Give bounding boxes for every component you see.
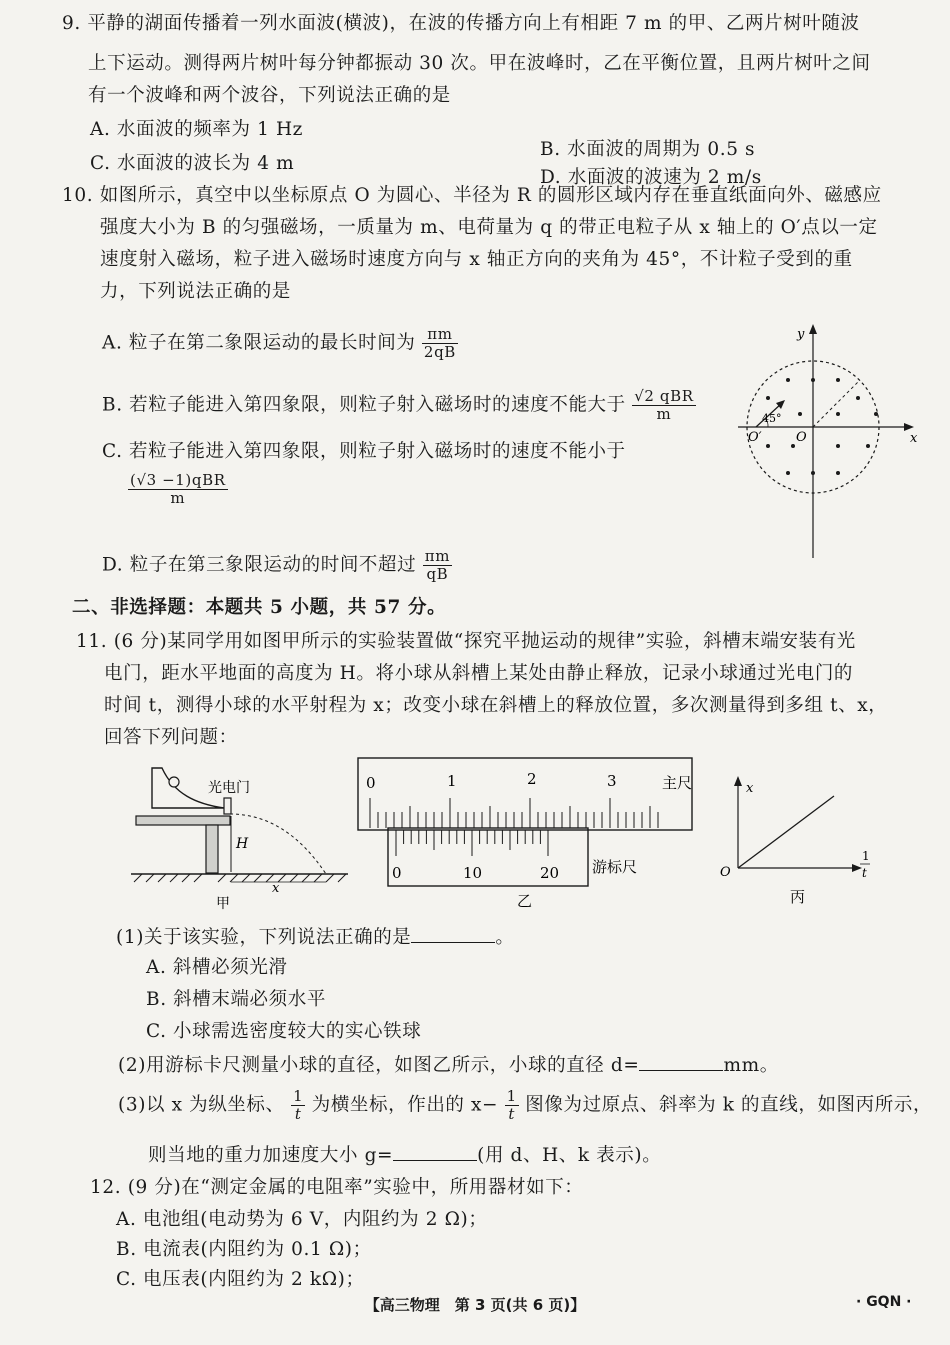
fraction-denominator: 2qB: [423, 343, 456, 361]
q10-magnetic-field-figure: [738, 318, 938, 558]
q10-option-d-fraction: [423, 548, 452, 583]
q12-option-b: B. 电流表(内阻约为 0.1 Ω)；: [116, 1239, 372, 1260]
q10-option-c-fraction: [128, 472, 228, 507]
q10-option-c: C. 若粒子能进入第四象限，则粒子射入磁场时的速度不能小于: [102, 441, 626, 462]
field-dot: [786, 471, 790, 475]
q11-part-2-end: mm。: [723, 1055, 779, 1076]
y-axis-label: y: [797, 327, 805, 342]
q10-option-c-fraction-wrap: [128, 472, 228, 507]
height-label: H: [236, 836, 249, 852]
q9-option-c: C. 水面波的波长为 4 m: [90, 153, 295, 174]
ball: [169, 777, 179, 787]
origin-label: O: [796, 430, 807, 445]
vernier-scale-number: 20: [540, 864, 560, 882]
q11-line-1: 11. (6 分)某同学用如图甲所示的实验装置做“探究平抛运动的规律”实验，斜槽末端安装有光: [76, 631, 856, 652]
vernier-scale-label: 游标尺: [592, 858, 638, 876]
field-dot: [836, 444, 840, 448]
main-scale-label: 主尺: [662, 774, 693, 792]
field-dot: [866, 444, 870, 448]
page-footer: 【高三物理 第 3 页(共 6 页)】: [364, 1296, 586, 1314]
table-top: [136, 816, 230, 825]
q9-option-d: D. 水面波的波速为 2 m/s: [540, 167, 762, 188]
graph-x-label-numerator: 1: [862, 849, 870, 863]
fraction-numerator: (√3 −1)qBR: [130, 471, 226, 489]
paper-code: · GQN ·: [856, 1294, 912, 1310]
angle-label: 45°: [762, 412, 782, 425]
field-dot: [766, 444, 770, 448]
q12-option-a: A. 电池组(电动势为 6 V，内阻约为 2 Ω)；: [116, 1209, 488, 1230]
vernier-scale-ticks: [396, 830, 548, 856]
q11-part-3-fraction: [291, 1088, 305, 1123]
fraction-denominator: qB: [426, 565, 449, 583]
q11-part-1-option-c: C. 小球需选密度较大的实心铁球: [146, 1021, 422, 1042]
figure-b-caption: 乙: [517, 892, 533, 910]
q11-part-1: [116, 924, 515, 950]
q10-option-a: [102, 326, 458, 361]
q12-option-c: C. 电压表(内阻约为 2 kΩ)；: [116, 1269, 365, 1290]
photogate: [224, 798, 231, 814]
x-axis-arrow: [904, 423, 914, 431]
q11-part-3-text-a: (3)以 x 为纵坐标、: [118, 1094, 285, 1116]
answer-blank: [411, 924, 495, 943]
main-scale-number: 2: [527, 770, 537, 788]
fraction-numerator: πm: [422, 326, 458, 344]
main-scale-ticks: [370, 798, 658, 828]
q11-part-3-fraction: [505, 1088, 519, 1123]
field-dot: [811, 378, 815, 382]
q9-option-a: A. 水面波的频率为 1 Hz: [90, 119, 304, 140]
figure-c-caption: 丙: [790, 888, 806, 906]
q10-line-2: 强度大小为 B 的匀强磁场，一质量为 m、电荷量为 q 的带正电粒子从 x 轴上的 O′点以一定: [100, 217, 878, 238]
q10-option-a-fraction: [422, 326, 458, 361]
q9-line-3: 有一个波峰和两个波谷，下列说法正确的是: [88, 85, 451, 106]
graph-y-arrow: [734, 776, 742, 786]
fraction-denominator: m: [170, 489, 186, 507]
radius-line: [813, 380, 860, 427]
fraction-denominator: m: [656, 405, 672, 423]
figure-a-caption: 甲: [216, 896, 230, 912]
q12-line-1: 12. (9 分)在“测定金属的电阻率”实验中，所用器材如下：: [90, 1177, 584, 1198]
q11-line-4: 回答下列问题：: [104, 727, 238, 748]
field-dot: [836, 412, 840, 416]
x-axis-label: x: [910, 431, 918, 446]
q11-part-1-end: 。: [495, 927, 515, 948]
q9-line-1: 9. 平静的湖面传播着一列水面波(横波)，在波的传播方向上有相距 7 m 的甲、乙两片树叶随波: [62, 13, 860, 34]
graph-line: [738, 796, 834, 868]
main-scale-number: 1: [447, 772, 457, 790]
fraction-numerator: 1: [506, 1087, 517, 1105]
q11-part-1-text: (1)关于该实验，下列说法正确的是: [116, 927, 412, 948]
range-label: x: [272, 881, 280, 896]
q10-option-b-fraction: [632, 388, 695, 423]
field-dot: [786, 378, 790, 382]
field-dot: [766, 396, 770, 400]
vernier-scale-number: 0: [392, 864, 402, 882]
field-dot: [798, 412, 802, 416]
field-dot: [836, 471, 840, 475]
q11-line-3: 时间 t，测得小球的水平射程为 x；改变小球在斜槽上的释放位置，多次测量得到多组 t、x，: [104, 695, 888, 716]
field-dot: [811, 471, 815, 475]
fraction-numerator: 1: [293, 1087, 304, 1105]
q11-part-2: [118, 1052, 779, 1078]
q11-part-3-line-2-text: 则当地的重力加速度大小 g=: [148, 1145, 394, 1166]
photogate-label: 光电门: [208, 780, 250, 796]
graph-x-label-denominator: t: [862, 866, 867, 880]
graph-origin-label: O: [720, 865, 731, 880]
q11-figure-c-graph: [716, 770, 886, 910]
main-scale-number: 0: [366, 774, 376, 792]
fraction-denominator: t: [294, 1105, 302, 1123]
q10-line-3: 速度射入磁场，粒子进入磁场时速度方向与 x 轴正方向的夹角为 45°，不计粒子受到的重: [100, 249, 853, 270]
section-2-heading: 二、非选择题：本题共 5 小题，共 57 分。: [72, 597, 447, 618]
fraction-denominator: t: [508, 1105, 516, 1123]
q10-option-d-text: D. 粒子在第三象限运动的时间不超过: [102, 554, 417, 576]
q10-line-4: 力，下列说法正确的是: [100, 281, 292, 302]
entry-point-label: O′: [748, 430, 762, 445]
q11-part-2-text: (2)用游标卡尺测量小球的直径，如图乙所示，小球的直径 d=: [118, 1055, 640, 1076]
q10-option-b: [102, 388, 696, 423]
answer-blank: [639, 1052, 723, 1071]
table-leg: [206, 825, 218, 873]
ground-hatching: [134, 874, 346, 882]
field-dot: [856, 396, 860, 400]
answer-blank: [393, 1142, 477, 1161]
field-dot: [791, 444, 795, 448]
y-axis-arrow: [809, 324, 817, 334]
q10-option-d: [102, 548, 452, 583]
field-dot: [874, 412, 878, 416]
q11-figure-b-vernier-caliper: [356, 756, 696, 912]
graph-y-label: x: [746, 781, 754, 796]
vernier-scale-number: 10: [463, 864, 483, 882]
q11-line-2: 电门，距水平地面的高度为 H。将小球从斜槽上某处由静止释放，记录小球通过光电门的: [104, 663, 854, 684]
q10-option-b-text: B. 若粒子能进入第四象限，则粒子射入磁场时的速度不能大于: [102, 394, 626, 416]
graph-x-arrow: [852, 864, 862, 872]
q11-part-1-option-b: B. 斜槽末端必须水平: [146, 989, 326, 1010]
q10-line-1: 10. 如图所示，真空中以坐标原点 O 为圆心、半径为 R 的圆形区域内存在垂直纸面向外、磁感应: [62, 185, 882, 206]
q11-part-3-line-2: [148, 1142, 661, 1168]
q11-part-1-option-a: A. 斜槽必须光滑: [146, 957, 288, 978]
q9-line-2: 上下运动。测得两片树叶每分钟都振动 30 次。甲在波峰时，乙在平衡位置，且两片树叶之间: [88, 53, 871, 74]
q10-option-a-text: A. 粒子在第二象限运动的最长时间为: [102, 332, 416, 354]
main-scale-number: 3: [607, 772, 617, 790]
q11-part-3-text-b: 为横坐标，作出的 x−: [311, 1094, 499, 1116]
q9-option-b: B. 水面波的周期为 0.5 s: [540, 139, 756, 160]
q11-figure-a-apparatus: [126, 764, 356, 914]
q11-part-3: [118, 1088, 932, 1123]
q11-part-3-text-c: 图像为过原点、斜率为 k 的直线，如图丙所示，: [525, 1094, 933, 1116]
fraction-numerator: √2 qBR: [634, 387, 694, 405]
field-dot: [836, 378, 840, 382]
fraction-numerator: πm: [424, 547, 451, 565]
q11-part-3-line-2-end: (用 d、H、k 表示)。: [477, 1145, 662, 1166]
